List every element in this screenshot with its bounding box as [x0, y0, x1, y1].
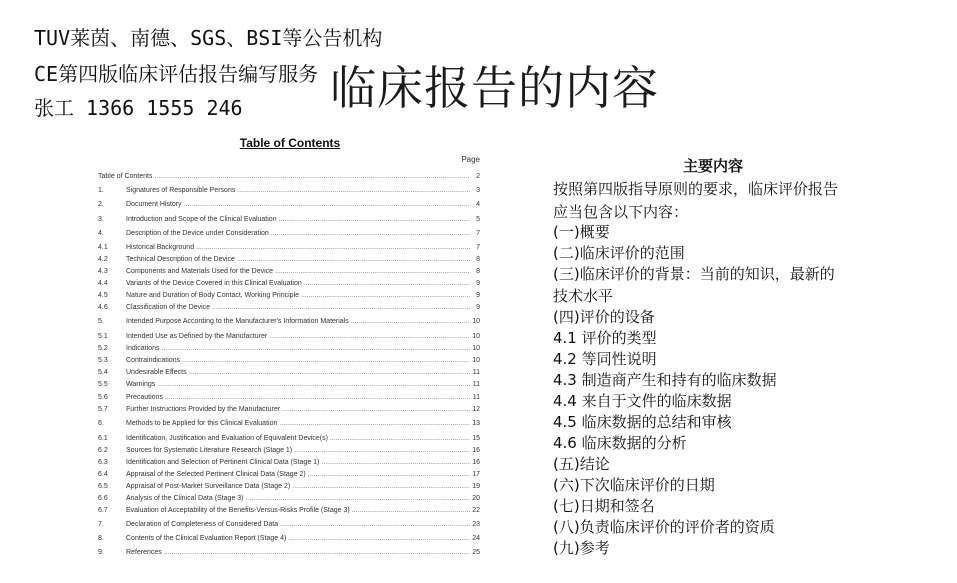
- summary-line: (三)临床评价的背景：当前的知识，最新的: [553, 265, 835, 283]
- toc-row-label: Introduction and Scope of the Clinical Evaluation .....: [126, 214, 472, 225]
- summary-line: (八)负责临床评价的评价者的资质: [553, 518, 775, 536]
- toc-row: [98, 316, 482, 327]
- toc-row-number: 5.7: [98, 406, 108, 413]
- toc-row: [98, 433, 482, 444]
- toc-row: [98, 404, 482, 415]
- toc-row-number: 5.4: [98, 369, 108, 376]
- toc-row-page: 16: [470, 457, 480, 468]
- toc-row: [98, 505, 482, 516]
- summary-line: 4.3 制造商产生和持有的临床数据: [553, 371, 777, 389]
- toc-row-label: Signatures of Responsible Persons .....: [126, 185, 472, 196]
- toc-row: [98, 481, 482, 492]
- toc-row-number: 4.3: [98, 268, 108, 275]
- table-of-contents: [98, 136, 482, 564]
- toc-row-page: 11: [470, 392, 480, 403]
- toc-row-number: 8.: [98, 535, 104, 542]
- summary-line: 技术水平: [553, 287, 614, 305]
- toc-row-label: Contraindications .....: [126, 355, 472, 366]
- header-line-2: CE第四版临床评估报告编写服务: [34, 62, 319, 86]
- toc-row-label: Appraisal of Post-Market Surveillance Data (Stage 2) .....: [126, 481, 472, 492]
- toc-row: [98, 343, 482, 354]
- toc-row-page: 10: [470, 355, 480, 366]
- toc-row: [98, 254, 482, 265]
- toc-row-page: 7: [470, 242, 480, 253]
- toc-row-number: 5.5: [98, 381, 108, 388]
- toc-row: [98, 278, 482, 289]
- toc-row-number: 6.6: [98, 495, 108, 502]
- toc-row-page: 25: [470, 547, 480, 558]
- summary-line: (七)日期和签名: [553, 497, 655, 515]
- toc-row-page: 11: [470, 379, 480, 390]
- toc-row-label: Further Instructions Provided by the Manufacturer .....: [126, 404, 472, 415]
- summary-line: (一)概要: [553, 223, 610, 241]
- toc-row-label: Methods to be Applied for this Clinical Evaluation .....: [126, 418, 472, 429]
- summary-line: (五)结论: [553, 455, 610, 473]
- toc-row-page: 9: [470, 302, 480, 313]
- summary-line: 4.5 临床数据的总结和审核: [553, 413, 732, 431]
- toc-row-page: 24: [470, 533, 480, 544]
- toc-row-page: 4: [470, 199, 480, 210]
- toc-row-page: 13: [470, 418, 480, 429]
- toc-row-number: 5.6: [98, 394, 108, 401]
- toc-row-page: 5: [470, 214, 480, 225]
- toc-row-number: 2.: [98, 201, 104, 208]
- toc-row-page: 16: [470, 445, 480, 456]
- toc-row-label: Identification and Selection of Pertinent Clinical Data (Stage 1) .....: [126, 457, 472, 468]
- toc-row-number: 5.1: [98, 333, 108, 340]
- toc-row-page: 10: [470, 316, 480, 327]
- summary-title: 主要内容: [683, 157, 744, 175]
- toc-row-page: 17: [470, 469, 480, 480]
- toc-row-page: 3: [470, 185, 480, 196]
- summary-line: (六)下次临床评价的日期: [553, 476, 715, 494]
- toc-row-label: Classification of the Device .....: [126, 302, 472, 313]
- toc-row-label: Document History .....: [126, 199, 472, 210]
- summary-line: (九)参考: [553, 539, 610, 557]
- toc-row-label: Declaration of Completeness of Considered Data .....: [126, 519, 472, 530]
- toc-row-number: 6.: [98, 420, 104, 427]
- toc-row-number: 6.1: [98, 435, 108, 442]
- toc-row-number: 6.3: [98, 459, 108, 466]
- toc-row: [98, 228, 482, 239]
- toc-row-label: Intended Purpose According to the Manufacturer's Information Materials .....: [126, 316, 472, 327]
- toc-row-number: 7.: [98, 521, 104, 528]
- toc-row-number: 4.2: [98, 256, 108, 263]
- toc-row-label: References .....: [126, 547, 472, 558]
- toc-row: [98, 171, 482, 182]
- toc-row-number: 6.2: [98, 447, 108, 454]
- toc-row-number: 5.: [98, 318, 104, 325]
- toc-row-page: 9: [470, 278, 480, 289]
- toc-row-page: 12: [470, 404, 480, 415]
- toc-row: [98, 469, 482, 480]
- toc-row-number: 4.4: [98, 280, 108, 287]
- toc-row-page: 10: [470, 343, 480, 354]
- toc-title: Table of Contents: [239, 136, 341, 150]
- toc-row-page: 2: [470, 171, 480, 182]
- toc-row-page: 20: [470, 493, 480, 504]
- toc-row-page: 19: [470, 481, 480, 492]
- toc-row-page: 10: [470, 331, 480, 342]
- toc-row-page: 8: [470, 254, 480, 265]
- toc-row: [98, 533, 482, 544]
- toc-row-label: Sources for Systematic Literature Research (Stage 1) .....: [126, 445, 472, 456]
- toc-row-label: Description of the Device under Consideration .....: [126, 228, 472, 239]
- toc-row-page: 11: [470, 367, 480, 378]
- toc-row: [98, 457, 482, 468]
- toc-row-page: 22: [470, 505, 480, 516]
- toc-row-label: Analysis of the Clinical Data (Stage 3) .....: [126, 493, 472, 504]
- summary-line: 4.2 等同性说明: [553, 350, 657, 368]
- toc-row-page: 23: [470, 519, 480, 530]
- toc-row-label: Components and Materials Used for the Device .....: [126, 266, 472, 277]
- toc-row: [98, 355, 482, 366]
- toc-row: [98, 493, 482, 504]
- toc-row-label: Precautions .....: [126, 392, 472, 403]
- toc-row-page: 8: [470, 266, 480, 277]
- toc-row: [98, 418, 482, 429]
- toc-row-label: Evaluation of Acceptability of the Benefits-Versus-Risks Profile (Stage 3) .....: [126, 505, 472, 516]
- toc-row-number: 3.: [98, 216, 104, 223]
- toc-row-label: Technical Description of the Device .....: [126, 254, 472, 265]
- toc-row-label: Historical Background .....: [126, 242, 472, 253]
- toc-row: [98, 392, 482, 403]
- toc-row-number: 9.: [98, 549, 104, 556]
- toc-row-number: 5.2: [98, 345, 108, 352]
- toc-row-label: Indications .....: [126, 343, 472, 354]
- toc-row-number: 6.4: [98, 471, 108, 478]
- toc-row: [98, 199, 482, 210]
- toc-row-number: 6.5: [98, 483, 108, 490]
- toc-row: [98, 266, 482, 277]
- summary-line: 4.4 来自于文件的临床数据: [553, 392, 732, 410]
- toc-row-label: Contents of the Clinical Evaluation Report (Stage 4) .....: [126, 533, 472, 544]
- summary-line: 4.1 评价的类型: [553, 329, 657, 347]
- toc-row-number: 4.5: [98, 292, 108, 299]
- toc-row-label: Undesirable Effects .....: [126, 367, 472, 378]
- header-line-1: TUV莱茵、南德、SGS、BSI等公告机构: [34, 26, 383, 50]
- toc-row: [98, 519, 482, 530]
- header-line-contact: 张工 1366 1555 246: [34, 96, 243, 120]
- toc-row-label: Table of Contents .....: [98, 171, 472, 182]
- toc-row-page: 7: [470, 228, 480, 239]
- toc-row-label: Intended Use as Defined by the Manufacturer .....: [126, 331, 472, 342]
- toc-row: [98, 547, 482, 558]
- summary-line: (二)临床评价的范围: [553, 244, 685, 262]
- toc-row: [98, 331, 482, 342]
- toc-page-header: Page: [461, 155, 480, 164]
- toc-row-page: 15: [470, 433, 480, 444]
- toc-row-label: Appraisal of the Selected Pertinent Clinical Data (Stage 2) .....: [126, 469, 472, 480]
- toc-row-number: 4.6: [98, 304, 108, 311]
- toc-row-label: Nature and Duration of Body Contact, Working Principle .....: [126, 290, 472, 301]
- toc-row-number: 4.: [98, 230, 104, 237]
- main-title: 临床报告的内容: [330, 61, 659, 115]
- summary-line: 应当包含以下内容：: [553, 203, 689, 221]
- toc-row-page: 9: [470, 290, 480, 301]
- toc-row-number: 4.1: [98, 244, 108, 251]
- toc-row: [98, 445, 482, 456]
- toc-row: [98, 242, 482, 253]
- toc-row-number: 1.: [98, 187, 104, 194]
- toc-row-label: Identification, Justification and Evaluation of Equivalent Device(s) .....: [126, 433, 472, 444]
- toc-row: [98, 214, 482, 225]
- toc-row: [98, 290, 482, 301]
- toc-row: [98, 367, 482, 378]
- toc-row-number: 5.3: [98, 357, 108, 364]
- summary-line: (四)评价的设备: [553, 308, 655, 326]
- toc-row-number: 6.7: [98, 507, 108, 514]
- summary-line: 按照第四版指导原则的要求，临床评价报告: [553, 180, 839, 198]
- toc-row: [98, 185, 482, 196]
- toc-row: [98, 302, 482, 313]
- toc-row: [98, 379, 482, 390]
- toc-row-label: Warnings .....: [126, 379, 472, 390]
- summary-line: 4.6 临床数据的分析: [553, 434, 687, 452]
- toc-row-label: Variants of the Device Covered in this Clinical Evaluation .....: [126, 278, 472, 289]
